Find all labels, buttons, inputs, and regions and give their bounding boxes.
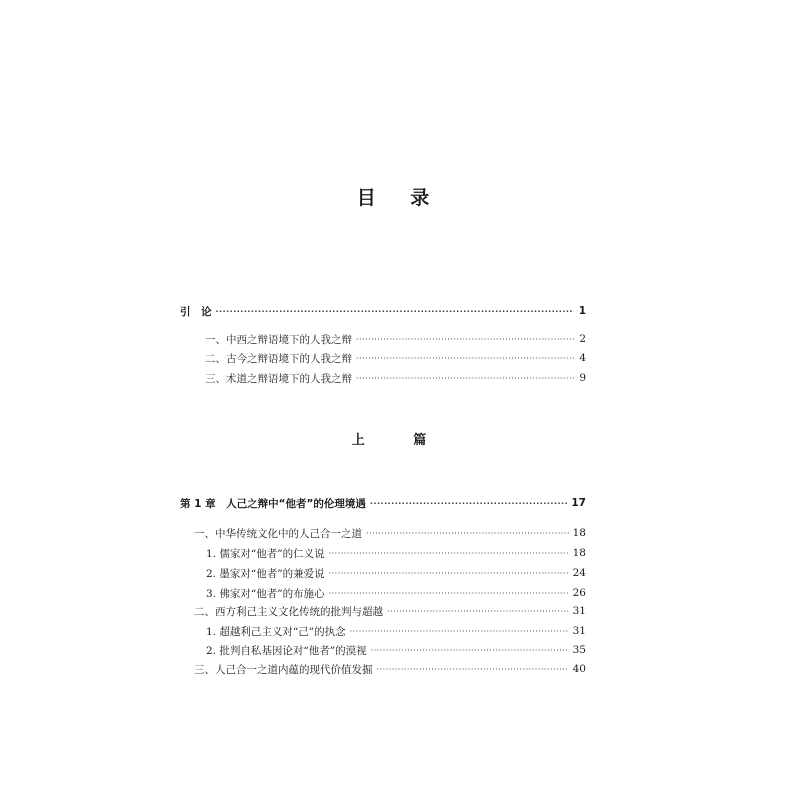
dot-leader [329, 589, 569, 598]
toc-page-number: 31 [572, 605, 586, 617]
toc-entry-label: 二、西方利己主义文化传统的批判与超越 [194, 605, 383, 618]
dot-leader [371, 646, 569, 655]
toc-entry-label: 3. 佛家对“他者”的布施心 [206, 587, 325, 600]
dot-leader [329, 549, 569, 558]
toc-entry-intro[interactable] [180, 303, 586, 319]
toc-entry-label: 一、中华传统文化中的人己合一之道 [194, 527, 362, 540]
toc-page-number: 18 [572, 527, 586, 539]
dot-leader [377, 665, 569, 674]
toc-entry[interactable] [205, 350, 586, 366]
toc-entry-label: 三、术道之辩语境下的人我之辩 [205, 372, 352, 385]
toc-page-number: 17 [571, 497, 586, 509]
toc-page-number: 9 [579, 372, 586, 384]
toc-entry[interactable] [205, 331, 586, 347]
toc-page-number: 2 [579, 333, 586, 345]
toc-entry-label: 1. 超越利己主义对“己”的执念 [206, 625, 346, 638]
toc-entry-label: 1. 儒家对“他者”的仁义说 [206, 547, 325, 560]
toc-entry[interactable] [206, 623, 586, 639]
toc-entry-label: 三、人己合一之道内蕴的现代价值发掘 [194, 663, 373, 676]
toc-entry[interactable] [206, 565, 586, 581]
dot-leader [356, 335, 574, 344]
toc-entry[interactable] [205, 370, 586, 386]
toc-page-number: 31 [572, 625, 586, 637]
page-title: 目 录 [356, 187, 444, 209]
toc-entry-label: 二、古今之辩语境下的人我之辩 [205, 352, 352, 365]
toc-page-number: 26 [572, 587, 586, 599]
dot-leader [216, 307, 575, 316]
dot-leader [387, 607, 569, 616]
toc-entry-label: 2. 墨家对“他者”的兼爱说 [206, 567, 325, 580]
toc-entry[interactable] [194, 661, 586, 677]
toc-entry[interactable] [206, 642, 586, 658]
toc-entry-chapter[interactable] [180, 495, 586, 511]
dot-leader [370, 499, 567, 508]
toc-page-number: 24 [572, 567, 586, 579]
toc-entry[interactable] [194, 525, 586, 541]
dot-leader [356, 374, 574, 383]
part-title: 上 篇 [351, 433, 449, 448]
toc-page-number: 1 [578, 305, 586, 317]
toc-page-number: 18 [572, 547, 586, 559]
toc-entry-label: 第 1 章 人己之辩中“他者”的伦理境遇 [180, 497, 366, 510]
dot-leader [350, 627, 569, 636]
dot-leader [366, 529, 569, 538]
toc-entry[interactable] [206, 545, 586, 561]
dot-leader [356, 354, 574, 363]
toc-page-number: 4 [579, 352, 586, 364]
toc-entry[interactable] [194, 603, 586, 619]
toc-page-number: 35 [572, 644, 586, 656]
toc-entry-label: 引 论 [180, 305, 212, 318]
dot-leader [329, 569, 569, 578]
toc-page-number: 40 [572, 663, 586, 675]
toc-entry-label: 2. 批判自私基因论对“他者”的漠视 [206, 644, 367, 657]
toc-entry-label: 一、中西之辩语境下的人我之辩 [205, 333, 352, 346]
toc-entry[interactable] [206, 585, 586, 601]
